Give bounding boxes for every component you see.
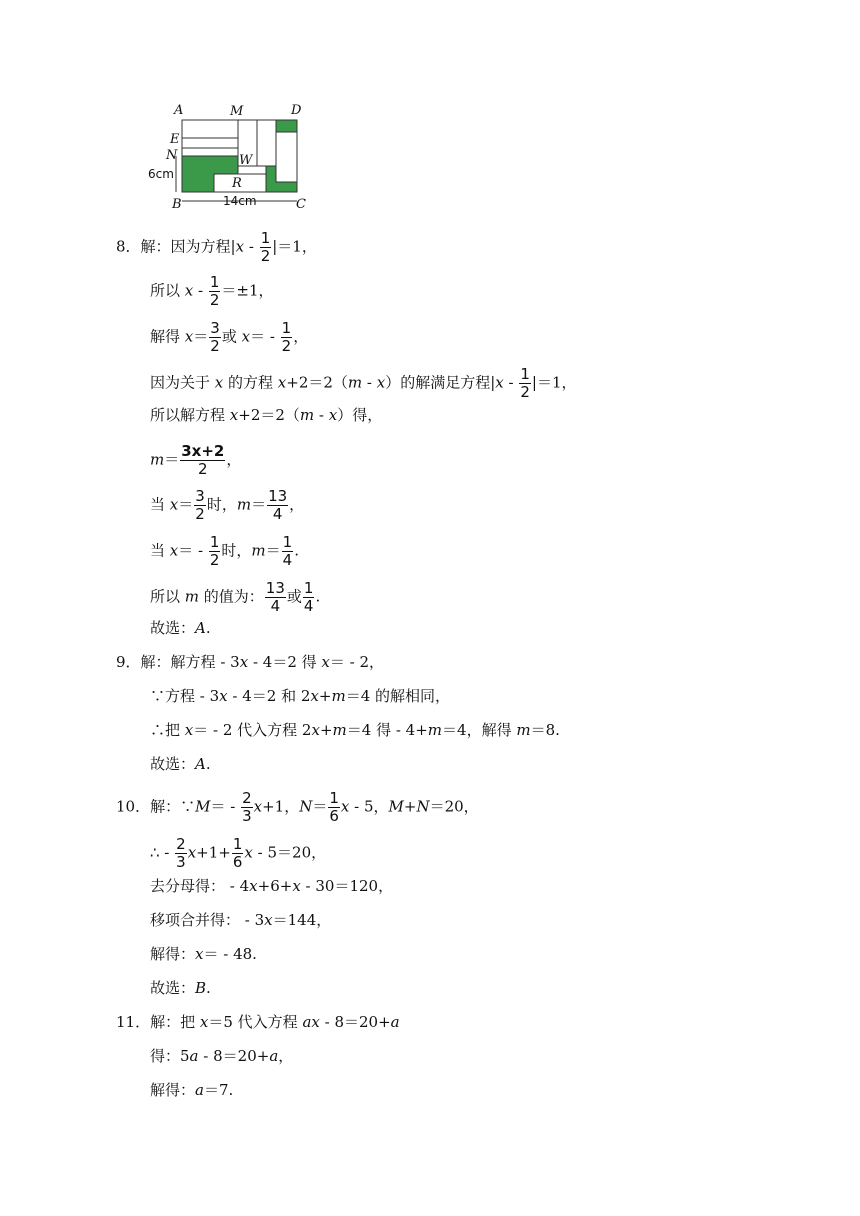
label-n: N: [166, 148, 178, 163]
q9-line2: ∵方程 - 3x - 4＝2 和 2x+m＝4 的解相同，: [150, 687, 450, 705]
q8-line1: 8．解：因为方程|x - $\frac{1}{2}$ |＝1，: [116, 229, 317, 265]
label-width: 14cm: [223, 194, 257, 208]
right-rect: [276, 132, 297, 182]
q8-line4: 因为关于 x 的方程 x+2＝2（m - x）的解满足方程|x - $\frac{1}{2}$ |＝1，: [150, 365, 577, 401]
geometry-figure: [148, 98, 318, 212]
q10-answer: 故选：B.: [150, 979, 211, 997]
q9-line1: 9．解：解方程 - 3x - 4＝2 得 x＝ - 2，: [116, 653, 385, 671]
q10-line3: 去分母得： - 4x+6+x - 30＝120，: [150, 877, 394, 895]
q11-line2: 得：5a - 8＝20+a，: [150, 1047, 294, 1065]
q8-answer: 故选：A.: [150, 619, 211, 637]
label-r: R: [232, 176, 242, 191]
q11-line1: 11．解：把 x＝5 代入方程 ax - 8＝20+a: [116, 1013, 400, 1031]
q8-line5: 所以解方程 x+2＝2（m - x）得，: [150, 406, 383, 424]
q8-line8: 当 x＝ - $\frac{1}{2}$ 时，m＝ $\frac{1}{4}$ .: [150, 533, 299, 569]
q10-line2: ∴ - $\frac{2}{3}$ x+1+ $\frac{1}{6}$ x - 5＝20，: [150, 835, 327, 871]
q8-line3: 解得 x＝ $\frac{3}{2}$ 或 x＝ - $\frac{1}{2}$ ，: [150, 319, 309, 355]
label-b: B: [172, 197, 182, 212]
q9-line3: ∴把 x＝ - 2 代入方程 2x+m＝4 得 - 4+m＝4，解得 m＝8.: [150, 721, 560, 739]
label-e: E: [170, 132, 180, 147]
q8-line2: 所以 x - $\frac{1}{2}$ ＝±1，: [150, 273, 274, 309]
label-c: C: [296, 197, 306, 212]
q10-line4: 移项合并得： - 3x＝144，: [150, 911, 332, 929]
label-m: M: [230, 104, 244, 119]
label-w: W: [239, 153, 253, 168]
q8-line6: m＝ $\frac{3x+2}{2}$ ，: [150, 442, 242, 478]
q8-line9: 所以 m 的值为： $\frac{13}{4}$ 或 $\frac{1}{4}$ .: [150, 579, 321, 615]
q11-line3: 解得：a＝7.: [150, 1081, 234, 1099]
green-region-right: [266, 166, 297, 192]
label-height: 6cm: [148, 167, 174, 181]
green-strip-top: [276, 120, 297, 132]
label-a: A: [174, 103, 184, 118]
q8-line7: 当 x＝ $\frac{3}{2}$ 时，m＝ $\frac{13}{4}$ ，: [150, 487, 305, 523]
q10-line1: 10．解：∵M＝ - $\frac{2}{3}$ x+1，N＝ $\frac{1}{6}$ x - 5，M+N＝20，: [116, 789, 479, 825]
q9-answer: 故选：A.: [150, 755, 211, 773]
q10-line5: 解得：x＝ - 48.: [150, 945, 257, 963]
label-d: D: [291, 103, 302, 118]
